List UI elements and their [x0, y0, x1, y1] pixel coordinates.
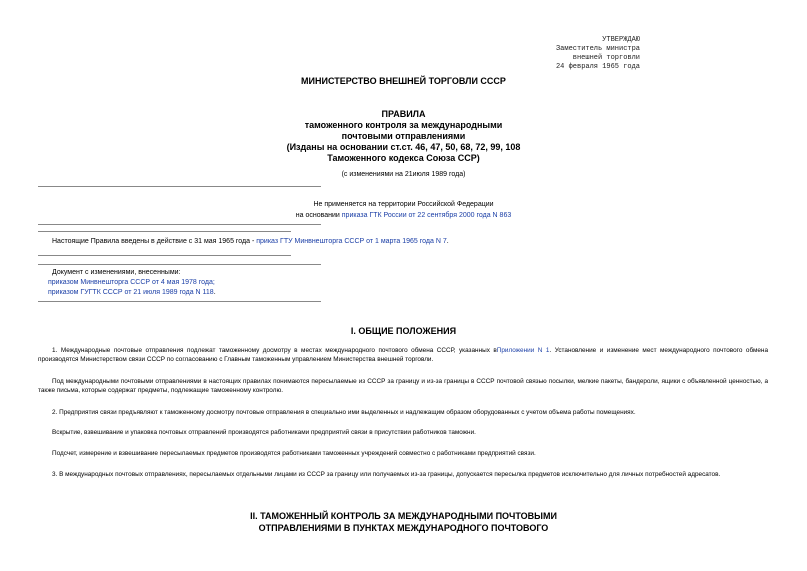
paragraph: 3. В международных почтовых отправлениях, пересылаемых отдельными лицами из СССР за границу или получаемых из-за границы, допускается пересылка предметов исключительно для личных потребностей адресатов. — [52, 471, 721, 478]
changes-item-end: . — [213, 289, 216, 296]
approval-stamp — [540, 36, 640, 72]
change-order-link-1989[interactable]: приказом ГУГТК СССР от 21 июля 1989 года N 118 — [48, 289, 214, 296]
appendix-1-link[interactable]: Приложении N 1 — [496, 347, 550, 354]
paragraph-text: . Установление и изменение мест международного почтового обмена производятся Министерством связи СССР по согласованию с Главным таможенным управлением Министерства внешней торговли. — [38, 347, 768, 363]
paragraph: Вскрытие, взвешивание и упаковка почтовых отправлений производятся работниками предприятий связи в присутствии работников таможни. — [52, 429, 476, 436]
title-line: Таможенного кодекса Союза ССР) — [327, 153, 480, 163]
title-line: таможенного контроля за международными — [304, 120, 503, 130]
paragraph — [38, 346, 768, 364]
divider — [38, 231, 291, 232]
changes-header: Документ с изменениями, внесенными: — [52, 269, 181, 276]
change-order-link-1978[interactable]: приказом Минвнешторга СССР от 4 мая 1978 года; — [48, 279, 215, 286]
ministry-title: МИНИСТЕРСТВО ВНЕШНЕЙ ТОРГОВЛИ СССР — [301, 76, 506, 86]
section-heading: I. ОБЩИЕ ПОЛОЖЕНИЯ — [350, 326, 457, 336]
not-applied-line: Не применяется на территории Российской Федерации — [313, 201, 494, 208]
title-line: почтовыми отправлениями — [341, 131, 466, 141]
paragraph: 2. Предприятия связи предъявляют к таможенному досмотру почтовые отправления в специально ими выделенных и надлежащим образом оборудованных с учетом объема работы помещениях. — [52, 409, 636, 416]
approval-line: УТВЕРЖДАЮ — [602, 36, 640, 44]
paragraph: Под международными почтовыми отправлениями в настоящих правилах понимаются пересылаемые из СССР за границу и из-за границы в СССР почтовой связью посылки, мелкие пакеты, бандероли, ящики с объявленной ценностью, а также письма, которые содержат предметы, подлежащие таможенному контролю. — [38, 378, 768, 394]
divider — [38, 301, 321, 302]
changes-item — [48, 278, 215, 288]
not-applied-line — [0, 210, 807, 221]
section-heading — [0, 510, 807, 534]
divider — [38, 186, 321, 187]
gtk-order-link[interactable]: приказа ГТК России от 22 сентября 2000 года N 863 — [341, 212, 512, 219]
not-applied-prefix: на основании — [295, 212, 342, 219]
not-applied-note — [0, 199, 807, 221]
approval-line: Заместитель министра — [555, 45, 640, 53]
section-heading-line: ОТПРАВЛЕНИЯМИ В ПУНКТАХ МЕЖДУНАРОДНОГО ПОЧТОВОГО — [258, 523, 549, 533]
approval-line: внешней торговли — [572, 54, 640, 62]
section-heading-line: II. ТАМОЖЕННЫЙ КОНТРОЛЬ ЗА МЕЖДУНАРОДНЫМИ ПОЧТОВЫМИ — [250, 511, 557, 521]
title-line: (Изданы на основании ст.ст. 46, 47, 50, 68, 72, 99, 108 — [286, 142, 521, 152]
effective-end: . — [446, 238, 449, 245]
effective-note — [52, 237, 449, 247]
divider — [38, 264, 321, 265]
divider — [38, 255, 291, 256]
changes-item — [48, 288, 216, 298]
approval-line: 24 февраля 1965 года — [555, 63, 640, 71]
document-title — [0, 109, 807, 164]
paragraph-text: 1. Международные почтовые отправления подлежат таможенному досмотру в местах международного почтового обмена СССР, указанных в — [52, 347, 497, 354]
paragraph: Подсчет, измерение и взвешивание пересылаемых предметов производятся работниками таможенных учреждений совместно с работниками предприятий связи. — [52, 450, 536, 457]
effective-text: Настоящие Правила введены в действие с 31 мая 1965 года - — [52, 238, 257, 245]
title-line: ПРАВИЛА — [381, 109, 426, 119]
divider — [38, 224, 321, 225]
amended-note: (с изменениями на 21июля 1989 года) — [341, 171, 466, 178]
effective-order-link[interactable]: приказ ГТУ Минвнешторга СССР от 1 марта 1965 года N 7 — [256, 238, 447, 245]
